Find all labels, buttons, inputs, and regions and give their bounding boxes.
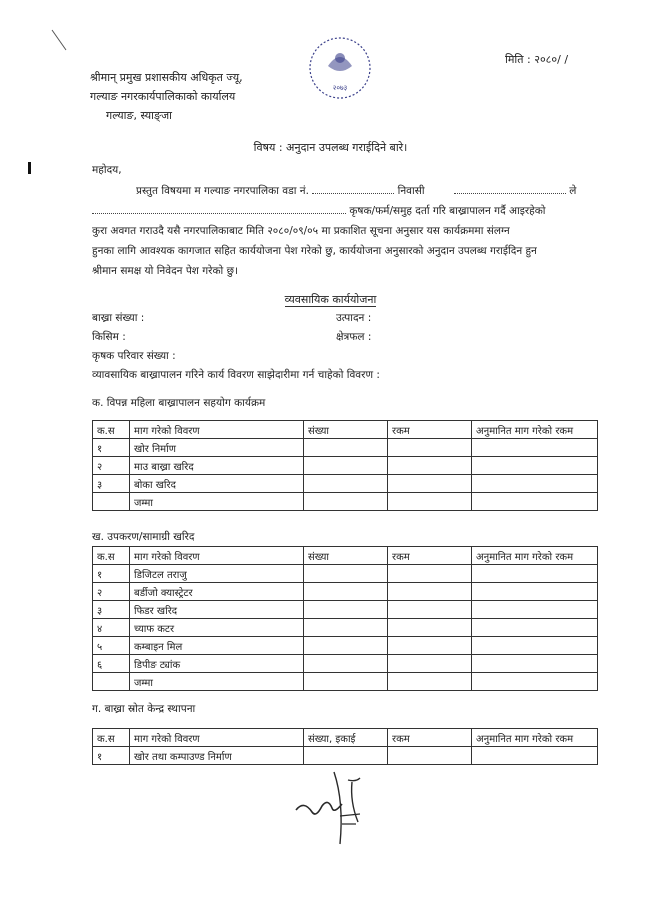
item-cell: कम्बाइन मिल [130,637,304,655]
estimate-cell[interactable] [472,565,598,583]
section-a-title: क. विपन्न महिला बाख्रापालन सहयोग कार्यक्रम [92,397,266,409]
signature [290,770,390,854]
body-line-4: हुनका लागि आवश्यक कागजात सहित कार्ययोजना पेश गरेको छु, कार्ययोजना अनुसारको अनुदान उपलब्ध गराईदिन हुन [92,245,537,257]
type-label: किसिम : [92,331,126,343]
amount-cell[interactable] [388,457,472,475]
sn-cell: १ [93,439,130,457]
item-cell: च्याफ कटर [130,619,304,637]
sn-cell: ४ [93,619,130,637]
office-seal [300,28,380,108]
body-line-5: श्रीमान समक्ष यो निवेदन पेश गरेको छु। [92,265,238,277]
table-header-row [93,729,598,747]
section-c-table [92,728,598,765]
addressee-line-1: श्रीमान् प्रमुख प्रशासकीय अधिकृत ज्यू, [90,71,243,84]
table-row [93,439,598,457]
item-cell: बर्डीजो क्यास्ट्रेटर [130,583,304,601]
sn-cell [93,673,130,691]
estimate-cell[interactable] [472,475,598,493]
header-cell: अनुमानित माग गरेको रकम [472,547,598,565]
table-row [93,475,598,493]
body-line-2 [92,204,546,218]
item-cell: डिजिटल तराजु [130,565,304,583]
quantity-cell[interactable] [304,655,388,673]
table-row [93,565,598,583]
production-label: उत्पादन : [336,312,372,324]
section-c-title: ग. बाख्रा स्रोत केन्द्र स्थापना [92,703,196,715]
quantity-cell[interactable] [304,637,388,655]
table-row [93,655,598,673]
amount-cell[interactable] [388,619,472,637]
amount-cell[interactable] [388,673,472,691]
addressee-line-3: गल्याङ, स्याङ्जा [106,109,172,122]
quantity-cell[interactable] [304,583,388,601]
item-cell: जम्मा [130,673,304,691]
body-line-1c: ले [569,185,577,197]
item-cell: माउ बाख्रा खरिद [130,457,304,475]
amount-cell[interactable] [388,583,472,601]
amount-cell[interactable] [388,565,472,583]
table-header-row [93,547,598,565]
section-b-table [92,546,598,691]
subject-line: विषय : अनुदान उपलब्ध गराईदिने बारे। [253,141,408,154]
estimate-cell[interactable] [472,439,598,457]
body-line-1 [136,184,576,198]
sn-cell: ५ [93,637,130,655]
body-line-3: कुरा अवगत गराउदै यसै नगरपालिकाबाट मिति २०८०/०९/०५ मा प्रकाशित सूचना अनुसार यस कार्यक्रममा संलग्न [92,225,510,237]
estimate-cell[interactable] [472,619,598,637]
body-line-1b: निवासी [397,185,425,197]
table-row [93,673,598,691]
table-row [93,747,598,765]
estimate-cell[interactable] [472,583,598,601]
quantity-cell[interactable] [304,619,388,637]
header-cell: अनुमानित माग गरेको रकम [472,729,598,747]
name-blank [454,184,566,194]
header-cell: माग गरेको विवरण [130,421,304,439]
estimate-cell[interactable] [472,637,598,655]
amount-cell[interactable] [388,439,472,457]
ward-blank [312,184,394,194]
sn-cell: २ [93,583,130,601]
header-cell: क.स [93,547,130,565]
quantity-cell[interactable] [304,565,388,583]
plan-title: व्यवसायिक कार्ययोजना [284,293,377,306]
scan-corner-mark [50,28,70,56]
amount-cell[interactable] [388,655,472,673]
header-cell: संख्या [304,421,388,439]
sn-cell: १ [93,747,130,765]
header-cell: क.स [93,421,130,439]
estimate-cell[interactable] [472,601,598,619]
amount-cell[interactable] [388,747,472,765]
amount-cell[interactable] [388,493,472,511]
amount-cell[interactable] [388,637,472,655]
table-row [93,457,598,475]
item-cell: खोर निर्माण [130,439,304,457]
header-cell: संख्या, इकाई [304,729,388,747]
amount-cell[interactable] [388,475,472,493]
firm-blank [92,204,346,214]
section-b-title: ख. उपकरण/सामाग्री खरिद [92,531,195,543]
quantity-cell[interactable] [304,457,388,475]
date-field: मिति : २०८०/ / [505,53,569,66]
quantity-cell[interactable] [304,475,388,493]
table-header-row [93,421,598,439]
header-cell: अनुमानित माग गरेको रकम [472,421,598,439]
table-row [93,601,598,619]
quantity-cell[interactable] [304,439,388,457]
header-cell: रकम [388,421,472,439]
estimate-cell[interactable] [472,673,598,691]
table-row [93,493,598,511]
item-cell: बोका खरिद [130,475,304,493]
estimate-cell[interactable] [472,493,598,511]
sn-cell: ३ [93,475,130,493]
estimate-cell[interactable] [472,655,598,673]
sn-cell: ६ [93,655,130,673]
header-cell: माग गरेको विवरण [130,547,304,565]
estimate-cell[interactable] [472,747,598,765]
quantity-cell[interactable] [304,673,388,691]
quantity-cell[interactable] [304,493,388,511]
quantity-cell[interactable] [304,747,388,765]
header-cell: रकम [388,729,472,747]
body-line-2-text: कृषक/फर्म/समुह दर्ता गरि बाख्रापालन गर्दै आइरहेको [349,205,546,217]
svg-text:२०७३: २०७३ [332,84,348,92]
area-label: क्षेत्रफल : [336,331,372,343]
header-cell: संख्या [304,547,388,565]
section-a-table [92,420,598,511]
body-line-1a: प्रस्तुत विषयमा म गल्याङ नगरपालिका वडा नं. [136,185,309,197]
item-cell: फिडर खरिद [130,601,304,619]
estimate-cell[interactable] [472,457,598,475]
sn-cell: २ [93,457,130,475]
sn-cell [93,493,130,511]
header-cell: रकम [388,547,472,565]
table-row [93,637,598,655]
family-count-label: कृषक परिवार संख्या : [92,350,176,362]
amount-cell[interactable] [388,601,472,619]
description-label: व्यावसायिक बाख्रापालन गरिने कार्य विवरण साझेदारीमा गर्न चाहेको विवरण : [92,369,380,381]
table-row [93,619,598,637]
header-cell: क.स [93,729,130,747]
quantity-cell[interactable] [304,601,388,619]
item-cell: खोर तथा कम्पाउण्ड निर्माण [130,747,304,765]
sn-cell: ३ [93,601,130,619]
scan-mark [28,162,31,174]
salutation: महोदय, [92,164,122,176]
addressee-line-2: गल्याङ नगरकार्यपालिकाको कार्यालय [90,90,236,103]
item-cell: डिपीङ ट्यांक [130,655,304,673]
item-cell: जम्मा [130,493,304,511]
header-cell: माग गरेको विवरण [130,729,304,747]
goat-count-label: बाख्रा संख्या : [92,312,145,324]
sn-cell: १ [93,565,130,583]
table-row [93,583,598,601]
